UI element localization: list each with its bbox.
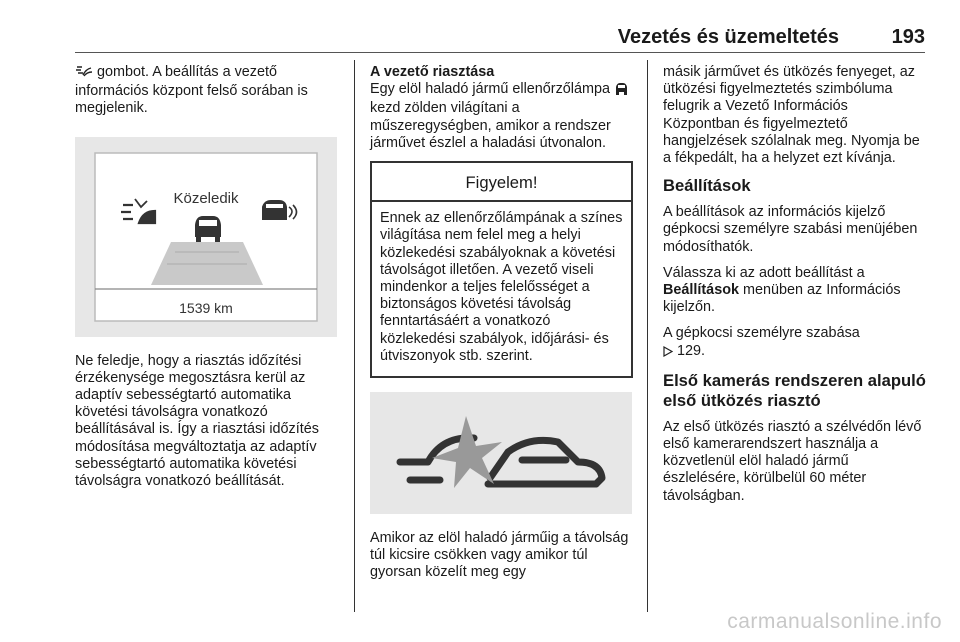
column-divider-2	[647, 60, 648, 612]
column-3	[663, 64, 928, 514]
figure-distance: 1539 km	[179, 299, 233, 316]
column-2	[370, 64, 633, 591]
collision-warning-figure	[370, 392, 632, 514]
warning-body: Ennek az ellenőrzőlámpának a színes világítása nem felel meg a helyi közlekedési szabályoknak a követési távolságot illetően. A vezető viseli mindenkor a teljes felelősséget a biztonságos követési távolság fenntartásáért a vonatkozó közlekedési szabályok, időjárási- és útviszonyok stb. szerint.	[380, 210, 623, 364]
watermark: carmanualsonline.info	[727, 610, 942, 633]
warning-box	[370, 161, 633, 378]
header-rule	[75, 52, 925, 53]
header-title: Vezetés és üzemeltetés	[617, 26, 839, 48]
collision-alert-button-icon	[75, 64, 93, 83]
page-header	[75, 22, 925, 50]
figure-label: Közeledik	[173, 189, 239, 207]
front-camera-paragraph: Az első ütközés riasztó a szélvédőn lévő első kamerarendszert használja a közvetlenül elöl haladó jármű észlelésére, körülbelül 60 méter távolságban.	[663, 418, 922, 504]
select-setting-paragraph: Válassza ki az adott beállítást a Beállítások menüben az Információs kijelzőn.	[663, 264, 901, 316]
column-divider-1	[354, 60, 355, 612]
warning-title: Figyelem!	[372, 163, 631, 202]
settings-menu-term: Beállítások	[663, 282, 739, 299]
dic-display-figure	[75, 137, 337, 337]
section-heading-front-camera: Első kamerás rendszeren alapuló első ütközés riasztó	[663, 370, 926, 410]
section-heading-settings: Beállítások	[663, 176, 751, 196]
timing-paragraph: Ne feledje, hogy a riasztás időzítési érzékenysége megosztásra kerül az adaptív sebességtartó automatika követési távolságra vonatkozó beállításával is. Így a riasztási időzítés módosítása megváltoztatja az adaptív sebességtartó automatika követési távolságra vonatkozó beállítását.	[75, 352, 319, 490]
alert-paragraph: Egy elöl haladó jármű ellenőrzőlámpa kezd zölden világítani a műszeregységben, amikor a rendszer járművet észlel a haladási útvonalon.	[370, 81, 633, 152]
vehicle-ahead-indicator-icon	[614, 82, 629, 100]
approach-paragraph: Amikor az elöl haladó járműig a távolság túl kicsire csökken vagy amikor túl gyorsan közelít meg egy	[370, 530, 629, 581]
page-reference-arrow-icon	[663, 345, 673, 362]
page-reference-link[interactable]: 129.	[677, 342, 706, 359]
section-heading-driver-alert: A vezető riasztása	[370, 64, 495, 80]
personalisation-reference: A gépkocsi személyre szabása 129.	[663, 325, 928, 361]
column-1	[75, 64, 347, 499]
continuation-paragraph: másik járművet és ütközés fenyeget, az ütközési figyelmeztetés szimbóluma felugrik a Vezető Információs Központban és figyelmeztető hangjelzések szólalnak meg. Nyomja be a fékpedált, ha a helyzet ezt kívánja.	[663, 64, 920, 167]
page-number: 193	[891, 26, 925, 48]
settings-paragraph: A beállítások az információs kijelző gépkocsi személyre szabási menüjében módosíthatók.	[663, 204, 918, 255]
intro-paragraph: gombot. A beállítás a vezető információs központ felső sorában is megjelenik.	[75, 64, 308, 117]
